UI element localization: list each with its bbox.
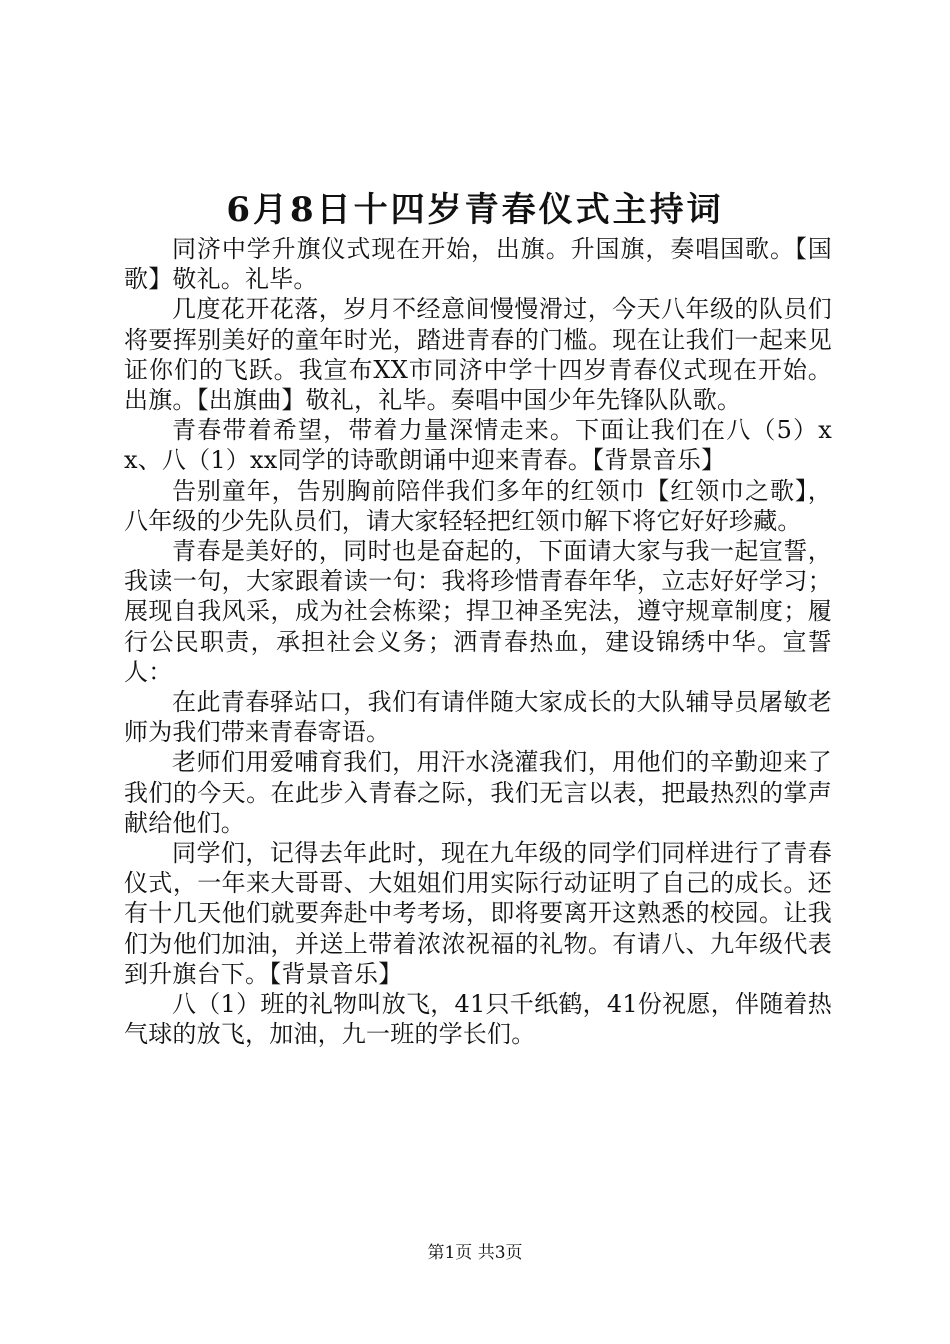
document-body [124, 234, 832, 1049]
paragraph: 告别童年，告别胸前陪伴我们多年的红领巾【红领巾之歌】，八年级的少先队员们，请大家轻轻把红领巾解下将它好好珍藏。 [124, 476, 832, 535]
paragraph: 青春是美好的，同时也是奋起的，下面请大家与我一起宣誓，我读一句，大家跟着读一句：我将珍惜青春年华，立志好好学习；展现自我风采，成为社会栋梁；捍卫神圣宪法，遵守规章制度；履行公民职责，承担社会义务；洒青春热血，建设锦绣中华。宣誓人： [124, 537, 832, 686]
document-title: 6月8日十四岁青春仪式主持词 [226, 190, 724, 230]
paragraph: 同学们，记得去年此时，现在九年级的同学们同样进行了青春仪式，一年来大哥哥、大姐姐们用实际行动证明了自己的成长。还有十几天他们就要奔赴中考考场，即将要离开这熟悉的校园。让我们为他们加油，并送上带着浓浓祝福的礼物。有请八、九年级代表到升旗台下。【背景音乐】 [124, 839, 832, 988]
paragraph: 老师们用爱哺育我们，用汗水浇灌我们，用他们的辛勤迎来了我们的今天。在此步入青春之际，我们无言以表，把最热烈的掌声献给他们。 [124, 748, 832, 837]
page-number-footer: 第1页 共3页 [427, 1243, 523, 1263]
paragraph: 青春带着希望，带着力量深情走来。下面让我们在八（5）xx、八（1）xx同学的诗歌朗诵中迎来青春。【背景音乐】 [124, 416, 832, 475]
paragraph: 在此青春驿站口，我们有请伴随大家成长的大队辅导员屠敏老师为我们带来青春寄语。 [124, 688, 832, 747]
paragraph: 同济中学升旗仪式现在开始，出旗。升国旗，奏唱国歌。【国歌】敬礼。礼毕。 [124, 235, 832, 294]
paragraph: 八（1）班的礼物叫放飞，41只千纸鹤，41份祝愿，伴随着热气球的放飞，加油，九一班的学长们。 [124, 990, 832, 1049]
paragraph: 几度花开花落，岁月不经意间慢慢滑过，今天八年级的队员们将要挥别美好的童年时光，踏进青春的门槛。现在让我们一起来见证你们的飞跃。我宣布XX市同济中学十四岁青春仪式现在开始。出旗。【出旗曲】敬礼，礼毕。奏唱中国少年先锋队队歌。 [124, 295, 832, 415]
